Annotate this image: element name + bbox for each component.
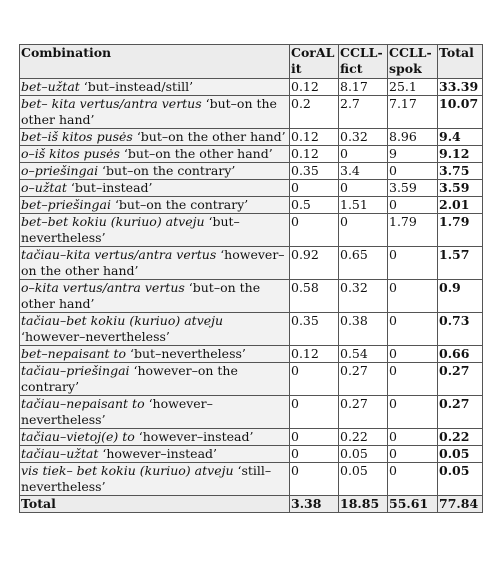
header-coralit: CorAL it (290, 45, 339, 79)
table-row (20, 79, 483, 96)
combination-table (19, 44, 483, 513)
combination-cell (20, 346, 290, 363)
coralit-cell: 0.2 (290, 96, 339, 129)
combination-cell (20, 180, 290, 197)
combination-term: tačiau–kita vertus/antra vertus (21, 247, 217, 262)
total-label: Total (20, 496, 290, 513)
ccll-spok-cell: 0 (388, 197, 438, 214)
combination-cell (20, 146, 290, 163)
combination-term: vis tiek– bet kokiu (kuriuo) atveju (21, 463, 234, 478)
combination-gloss: ‘but–on the contrary’ (110, 197, 249, 212)
table-row (20, 146, 483, 163)
combination-term: bet–priešingai (21, 197, 111, 212)
coralit-cell: 0.35 (290, 313, 339, 346)
total-grand: 77.84 (438, 496, 483, 513)
total-cell: 0.27 (438, 363, 483, 396)
total-row (20, 496, 483, 513)
coralit-cell: 0.12 (290, 146, 339, 163)
combination-gloss: ‘but–nevertheless’ (126, 346, 246, 361)
combination-term: bet–užtat (21, 79, 80, 94)
combination-gloss: ‘however–instead’ (98, 446, 217, 461)
ccll-fict-cell: 0.54 (339, 346, 388, 363)
combination-term: o–iš kitos pusės (21, 146, 120, 161)
ccll-fict-cell: 0.22 (339, 429, 388, 446)
coralit-cell: 0 (290, 396, 339, 429)
total-cell: 0.66 (438, 346, 483, 363)
header-total: Total (438, 45, 483, 79)
table-row (20, 313, 483, 346)
combination-gloss: ‘but–on the contrary’ (98, 163, 236, 178)
combination-term: tačiau–užtat (21, 446, 99, 461)
table-row (20, 129, 483, 146)
combination-term: o–kita vertus/antra vertus (21, 280, 185, 295)
table-row (20, 247, 483, 280)
combination-term: bet–bet kokiu (kuriuo) atveju (21, 214, 205, 229)
table-row (20, 396, 483, 429)
table-row (20, 346, 483, 363)
total-cell: 0.22 (438, 429, 483, 446)
coralit-cell: 0 (290, 446, 339, 463)
total-cell: 0.05 (438, 463, 483, 496)
combination-cell (20, 446, 290, 463)
ccll-spok-cell: 0 (388, 429, 438, 446)
combination-cell (20, 79, 290, 96)
ccll-spok-cell: 0 (388, 163, 438, 180)
combination-cell (20, 197, 290, 214)
ccll-fict-cell: 0.32 (339, 280, 388, 313)
total-ccll-fict: 18.85 (339, 496, 388, 513)
combination-cell (20, 280, 290, 313)
header-ccll-fict: CCLL-fict (339, 45, 388, 79)
table-row (20, 180, 483, 197)
ccll-spok-cell: 0 (388, 313, 438, 346)
total-cell: 3.59 (438, 180, 483, 197)
ccll-spok-cell: 0 (388, 396, 438, 429)
table-row (20, 280, 483, 313)
total-cell: 0.73 (438, 313, 483, 346)
table-row (20, 363, 483, 396)
ccll-fict-cell: 0.65 (339, 247, 388, 280)
ccll-spok-cell: 0 (388, 446, 438, 463)
combination-cell (20, 214, 290, 247)
table-row (20, 96, 483, 129)
ccll-spok-cell: 0 (388, 463, 438, 496)
combination-gloss: ‘but–on the other hand’ (21, 96, 277, 127)
total-cell: 33.39 (438, 79, 483, 96)
total-cell: 2.01 (438, 197, 483, 214)
ccll-spok-cell: 25.1 (388, 79, 438, 96)
combination-gloss: ‘but–instead/still’ (79, 79, 194, 94)
combination-cell (20, 396, 290, 429)
combination-gloss: ‘but–instead’ (66, 180, 153, 195)
combination-gloss: ‘but–on the other hand’ (132, 129, 286, 144)
total-cell: 9.4 (438, 129, 483, 146)
combination-cell (20, 96, 290, 129)
combination-term: tačiau–nepaisant to (21, 396, 145, 411)
ccll-spok-cell: 7.17 (388, 96, 438, 129)
total-cell: 0.05 (438, 446, 483, 463)
ccll-fict-cell: 0.27 (339, 363, 388, 396)
combination-gloss: ‘however–on the other hand’ (21, 247, 285, 278)
combination-gloss: ‘but–on the other hand’ (119, 146, 273, 161)
table-row (20, 214, 483, 247)
ccll-spok-cell: 0 (388, 247, 438, 280)
combination-gloss: ‘however–on the contrary’ (21, 363, 238, 394)
table-row (20, 446, 483, 463)
table-row (20, 463, 483, 496)
combination-cell (20, 163, 290, 180)
total-cell: 10.07 (438, 96, 483, 129)
combination-term: o–užtat (21, 180, 67, 195)
combination-gloss: ‘still–nevertheless’ (21, 463, 272, 494)
header-ccll-spok: CCLL-spok (388, 45, 438, 79)
ccll-fict-cell: 3.4 (339, 163, 388, 180)
total-cell: 1.79 (438, 214, 483, 247)
combination-cell (20, 247, 290, 280)
header-combination: Combination (20, 45, 290, 79)
table-row (20, 163, 483, 180)
total-cell: 0.9 (438, 280, 483, 313)
combination-term: o–priešingai (21, 163, 99, 178)
coralit-cell: 0.12 (290, 79, 339, 96)
total-ccll-spok: 55.61 (388, 496, 438, 513)
combination-gloss: ‘however–instead’ (134, 429, 254, 444)
ccll-spok-cell: 1.79 (388, 214, 438, 247)
ccll-fict-cell: 0 (339, 146, 388, 163)
coralit-cell: 0.12 (290, 346, 339, 363)
ccll-fict-cell: 0.05 (339, 446, 388, 463)
combination-gloss: ‘but–nevertheless’ (21, 214, 240, 245)
combination-cell (20, 129, 290, 146)
combination-cell (20, 429, 290, 446)
combination-gloss: ‘but–on the other hand’ (21, 280, 261, 311)
total-cell: 0.27 (438, 396, 483, 429)
ccll-spok-cell: 9 (388, 146, 438, 163)
table-row (20, 197, 483, 214)
ccll-fict-cell: 0.27 (339, 396, 388, 429)
ccll-spok-cell: 0 (388, 363, 438, 396)
ccll-fict-cell: 0 (339, 180, 388, 197)
ccll-fict-cell: 1.51 (339, 197, 388, 214)
ccll-fict-cell: 0 (339, 214, 388, 247)
combination-term: bet–iš kitos pusės (21, 129, 133, 144)
coralit-cell: 0 (290, 214, 339, 247)
total-cell: 3.75 (438, 163, 483, 180)
ccll-fict-cell: 0.32 (339, 129, 388, 146)
ccll-fict-cell: 0.38 (339, 313, 388, 346)
combination-cell (20, 313, 290, 346)
combination-term: bet– kita vertus/antra vertus (21, 96, 202, 111)
combination-gloss: ‘however–nevertheless’ (21, 329, 170, 344)
combination-cell (20, 363, 290, 396)
coralit-cell: 0 (290, 363, 339, 396)
ccll-fict-cell: 8.17 (339, 79, 388, 96)
ccll-spok-cell: 0 (388, 280, 438, 313)
coralit-cell: 0.12 (290, 129, 339, 146)
ccll-fict-cell: 2.7 (339, 96, 388, 129)
combination-term: bet–nepaisant to (21, 346, 127, 361)
total-coralit: 3.38 (290, 496, 339, 513)
coralit-cell: 0 (290, 429, 339, 446)
ccll-spok-cell: 8.96 (388, 129, 438, 146)
ccll-fict-cell: 0.05 (339, 463, 388, 496)
ccll-spok-cell: 3.59 (388, 180, 438, 197)
total-cell: 9.12 (438, 146, 483, 163)
coralit-cell: 0 (290, 180, 339, 197)
combination-cell (20, 463, 290, 496)
header-row (20, 45, 483, 79)
coralit-cell: 0.58 (290, 280, 339, 313)
combination-term: tačiau–bet kokiu (kuriuo) atveju (21, 313, 224, 328)
coralit-cell: 0.35 (290, 163, 339, 180)
total-cell: 1.57 (438, 247, 483, 280)
ccll-spok-cell: 0 (388, 346, 438, 363)
coralit-cell: 0.5 (290, 197, 339, 214)
combination-gloss: ‘however–nevertheless’ (21, 396, 213, 427)
combination-term: tačiau–priešingai (21, 363, 130, 378)
coralit-cell: 0 (290, 463, 339, 496)
table-row (20, 429, 483, 446)
combination-term: tačiau–vietoj(e) to (21, 429, 135, 444)
coralit-cell: 0.92 (290, 247, 339, 280)
